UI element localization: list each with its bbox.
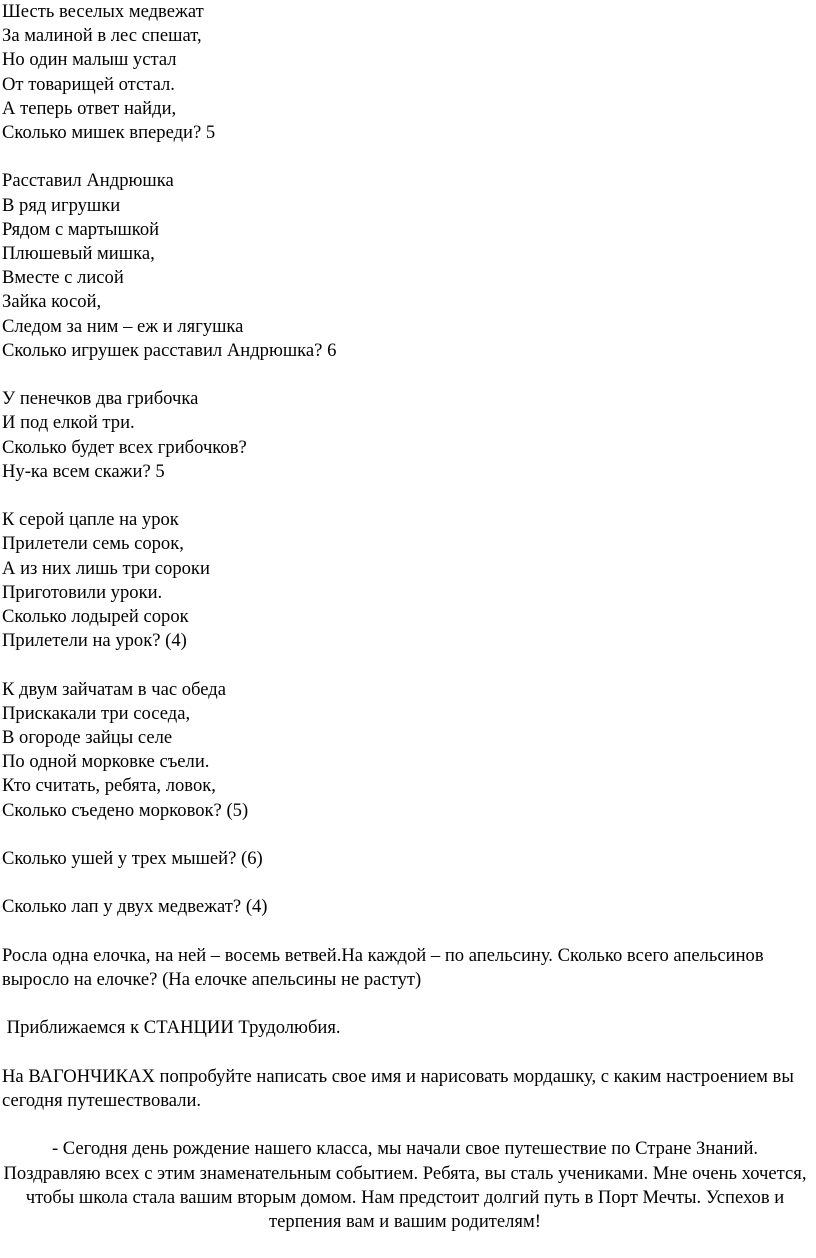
riddle-line: Плюшевый мишка, <box>2 243 155 265</box>
wagon-instruction <box>2 1065 808 1113</box>
riddle-line: Зайка косой, <box>2 291 102 313</box>
riddle-line: По одной морковке съели. <box>2 751 210 773</box>
riddle-line: В ряд игрушки <box>2 194 121 216</box>
riddle-line: Следом за ним – еж и лягушка <box>2 315 244 337</box>
riddle-line: Приготовили уроки. <box>2 581 163 603</box>
riddle-line: А теперь ответ найди, <box>2 97 177 119</box>
riddle-line: У пенечков два грибочка <box>2 388 199 410</box>
riddle-line: Вместе с лисой <box>2 267 124 289</box>
riddle-hares <box>2 678 808 823</box>
riddle-line: Ну-ка всем скажи? 5 <box>2 460 165 482</box>
riddle-mushrooms <box>2 387 808 484</box>
riddle-line: В огороде зайцы селе <box>2 727 173 749</box>
riddle-line: Шесть веселых медвежат <box>2 1 204 22</box>
riddle-line: Прилетели семь сорок, <box>2 533 184 555</box>
station-line: Приближаемся к СТАНЦИИ Трудолюбия. <box>2 1017 341 1039</box>
riddle-line: Сколько лап у двух медвежат? (4) <box>2 896 268 918</box>
riddle-line: Сколько будет всех грибочков? <box>2 436 247 458</box>
riddle-line: Сколько съедено морковок? (5) <box>2 799 249 821</box>
riddle-line: Прилетели на урок? (4) <box>2 630 187 652</box>
riddle-bears <box>2 0 808 145</box>
riddle-line: Прискакали три соседа, <box>2 702 191 724</box>
riddle-line: И под елкой три. <box>2 412 135 434</box>
riddle-line: Рядом с мартышкой <box>2 218 160 240</box>
riddle-line: Сколько мишек впереди? 5 <box>2 122 216 144</box>
riddle-line: К двум зайчатам в час обеда <box>2 678 226 700</box>
riddle-line: Кто считать, ребята, ловок, <box>2 775 216 797</box>
riddle-line: Расставил Андрюшка <box>2 170 174 192</box>
riddle-mice <box>2 847 808 871</box>
riddle-line: А из них лишь три сороки <box>2 557 210 579</box>
closing-speech <box>2 1137 808 1234</box>
riddle-toys <box>2 169 808 363</box>
orange-riddle-text: Росла одна елочка, на ней – восемь ветвей.На каждой – по апельсину. Сколько всего апельсинов выросло на елочке? (На елочке апельсины не растут) <box>2 944 764 991</box>
closing-speech-text: - Сегодня день рождение нашего класса, мы начали свое путешествие по Стране Знаний. Поздравляю всех с этим знаменательным событием. Ребята, вы сталь учениками. Мне очень хочется, чтобы школа стала вашим вторым домом. Нам предстоит долгий путь в Порт Мечты. Успехов и терпения вам и вашим родителям! <box>3 1138 807 1232</box>
riddle-line: Сколько ушей у трех мышей? (6) <box>2 848 263 870</box>
riddle-bear-paws <box>2 895 808 919</box>
riddle-line: От товарищей отстал. <box>2 73 175 95</box>
riddle-line: Сколько лодырей сорок <box>2 606 189 628</box>
riddle-line: Но один малыш устал <box>2 49 177 71</box>
station-announcement <box>2 1016 808 1040</box>
wagon-instruction-text: На ВАГОНЧИКАХ попробуйте написать свое имя и нарисовать мордашку, с каким настроением вы сегодня путешествовали. <box>2 1065 794 1111</box>
riddle-line: К серой цапле на урок <box>2 509 179 531</box>
riddle-line: За малиной в лес спешат, <box>2 25 202 47</box>
riddle-line: Сколько игрушек расставил Андрюшка? 6 <box>2 339 337 361</box>
riddle-oranges <box>2 944 808 992</box>
riddle-magpies <box>2 508 808 653</box>
